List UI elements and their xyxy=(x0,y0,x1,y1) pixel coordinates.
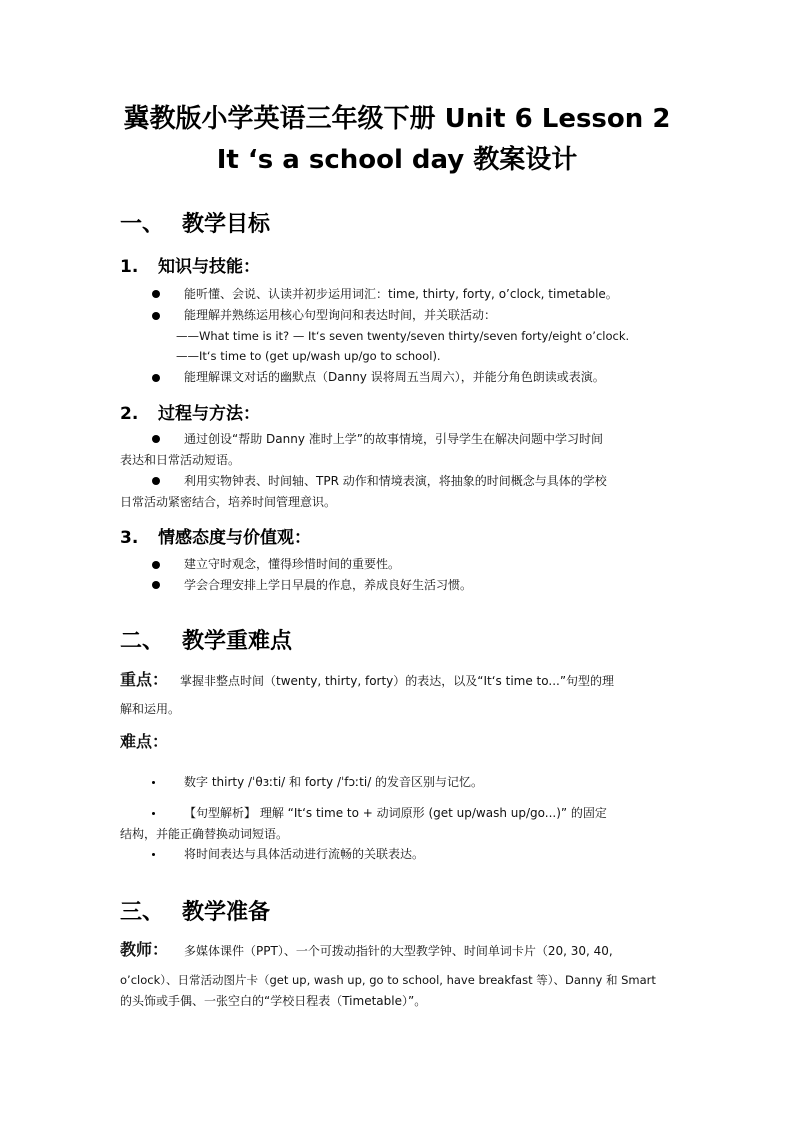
paragraph-line: 的头饰或手偶、一张空白的“学校日程表（Timetable）”。 xyxy=(120,994,427,1008)
subheading-number: 3. xyxy=(120,528,139,548)
section-heading-objectives xyxy=(120,207,270,238)
paragraph-line: 通过创设“帮助 Danny 准时上学”的故事情境，引导学生在解决问题中学习时间 xyxy=(184,432,603,446)
key-point-text: 掌握非整点时间（twenty, thirty, forty）的表达，以及“It‘s time to...”句型的理 xyxy=(180,674,615,688)
paragraph-line: 结构，并能正确替换动词短语。 xyxy=(120,827,289,841)
subheading-knowledge-skills xyxy=(120,252,260,277)
list-item: 能理解课文对话的幽默点（Danny 误将周五当周六），并能分角色朗读或表演。 xyxy=(184,370,605,384)
section-title: 教学准备 xyxy=(182,900,271,925)
document-title-line2: It ‘s a school day 教案设计 xyxy=(216,145,578,175)
bullet-icon xyxy=(152,290,160,298)
section-heading-preparation xyxy=(120,895,270,926)
bullet-icon xyxy=(152,374,160,382)
bullet-icon xyxy=(152,781,155,784)
subheading-title: 过程与方法： xyxy=(158,404,260,424)
subheading-title: 知识与技能： xyxy=(158,257,260,277)
example-sentence: ——What time is it? — It‘s seven twenty/seven thirty/seven forty/eight o’clock. xyxy=(176,329,630,343)
key-point-line xyxy=(120,670,614,691)
bullet-icon xyxy=(152,312,160,320)
list-item: 能听懂、会说、认读并初步运用词汇：time, thirty, forty, o’clock, timetable。 xyxy=(184,287,618,301)
subheading-number: 1. xyxy=(120,257,139,277)
section-number: 二、 xyxy=(120,629,165,654)
list-item: 能理解并熟练运用核心句型询问和表达时间，并关联活动： xyxy=(184,308,497,322)
example-sentence: ——It‘s time to (get up/wash up/go to school). xyxy=(176,349,441,363)
list-item: 将时间表达与具体活动进行流畅的关联表达。 xyxy=(184,847,425,861)
difficult-point-label: 难点： xyxy=(120,732,169,751)
paragraph-line: o’clock）、日常活动图片卡（get up, wash up, go to school, have breakfast 等）、Danny 和 Smart xyxy=(120,973,656,987)
bullet-icon xyxy=(152,477,160,485)
list-item: 学会合理安排上学日早晨的作息，养成良好生活习惯。 xyxy=(184,578,473,592)
teacher-prep-text: 多媒体课件（PPT）、一个可拨动指针的大型教学钟、时间单词卡片（20, 30, 40, xyxy=(184,944,613,958)
document-title-line1: 冀教版小学英语三年级下册 Unit 6 Lesson 2 xyxy=(123,104,671,134)
section-number: 三、 xyxy=(120,900,165,925)
list-item: 建立守时观念，懂得珍惜时间的重要性。 xyxy=(184,557,401,571)
key-point-label: 重点： xyxy=(120,670,169,689)
bullet-icon xyxy=(152,435,160,443)
teacher-label: 教师： xyxy=(120,940,169,959)
teacher-prep-line xyxy=(120,940,613,961)
bullet-icon xyxy=(152,812,155,815)
subheading-title: 情感态度与价值观： xyxy=(158,528,311,548)
paragraph-line: 利用实物钟表、时间轴、TPR 动作和情境表演，将抽象的时间概念与具体的学校 xyxy=(184,474,607,488)
subheading-number: 2. xyxy=(120,404,139,424)
bullet-icon xyxy=(152,581,160,589)
bullet-icon xyxy=(152,561,160,569)
bullet-icon xyxy=(152,853,155,856)
paragraph-line: 日常活动紧密结合，培养时间管理意识。 xyxy=(120,495,337,509)
subheading-attitude-values xyxy=(120,523,311,548)
paragraph-line: 表达和日常活动短语。 xyxy=(120,453,241,467)
section-number: 一、 xyxy=(120,212,165,237)
list-item: 数字 thirty /ˈθɜːti/ 和 forty /ˈfɔːti/ 的发音区别与记忆。 xyxy=(184,775,484,789)
paragraph-line: 解和运用。 xyxy=(120,702,181,716)
subheading-process-methods xyxy=(120,399,260,424)
list-item: 【句型解析】 理解 “It‘s time to + 动词原形 (get up/wash up/go...)” 的固定 xyxy=(184,806,607,820)
section-title: 教学目标 xyxy=(182,212,271,237)
section-title: 教学重难点 xyxy=(182,629,293,654)
section-heading-key-difficult xyxy=(120,624,292,655)
